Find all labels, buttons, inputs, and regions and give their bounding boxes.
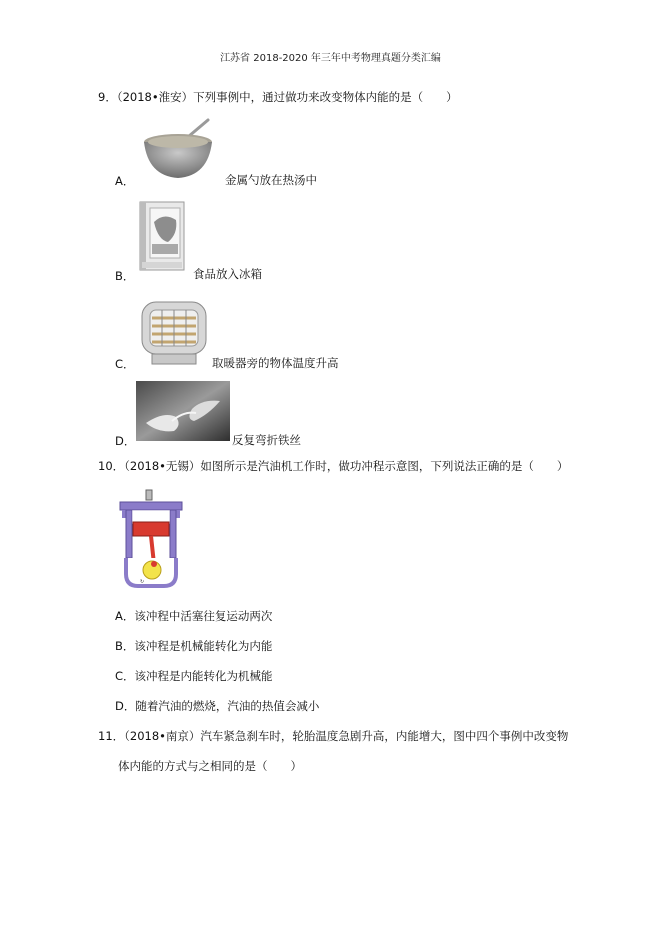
question-11-stem-line1: 11．（2018•南京）汽车紧急刹车时，轮胎温度急剧升高，内能增大，图中四个事例中改变物 — [98, 729, 569, 743]
svg-text:↻: ↻ — [140, 579, 145, 585]
q10-option-b: B．该冲程是机械能转化为内能 — [115, 639, 273, 653]
q9-option-c-text: 取暖器旁的物体温度升高 — [212, 356, 339, 370]
q9-option-a-text: 金属勺放在热汤中 — [225, 173, 317, 187]
soup-bowl-image — [138, 118, 222, 182]
q10-option-d: D．随着汽油的燃烧，汽油的热值会减小 — [115, 699, 320, 713]
page-header: 江苏省 2018-2020 年三年中考物理真题分类汇编 — [220, 53, 441, 64]
q9-option-b-letter: B． — [115, 269, 135, 283]
q9-option-b-text: 食品放入冰箱 — [193, 267, 262, 281]
refrigerator-image — [138, 200, 188, 272]
hands-bending-wire-image — [136, 381, 230, 441]
q10-option-c: C．该冲程是内能转化为机械能 — [115, 669, 273, 683]
q9-option-a-letter: A． — [115, 174, 135, 188]
q9-option-d-letter: D． — [115, 434, 136, 448]
question-9-stem: 9．（2018•淮安）下列事例中，通过做功来改变物体内能的是（ ） — [98, 90, 458, 104]
electric-heater-image — [138, 296, 210, 368]
q10-option-a: A．该冲程中活塞往复运动两次 — [115, 609, 273, 623]
question-11-stem-line2: 体内能的方式与之相同的是（ ） — [118, 759, 302, 773]
engine-power-stroke-diagram — [116, 488, 186, 588]
q9-option-d-text: 反复弯折铁丝 — [232, 433, 301, 447]
question-10-stem: 10．（2018•无锡）如图所示是汽油机工作时，做功冲程示意图，下列说法正确的是（ ） — [98, 459, 569, 473]
q9-option-c-letter: C． — [115, 357, 135, 371]
